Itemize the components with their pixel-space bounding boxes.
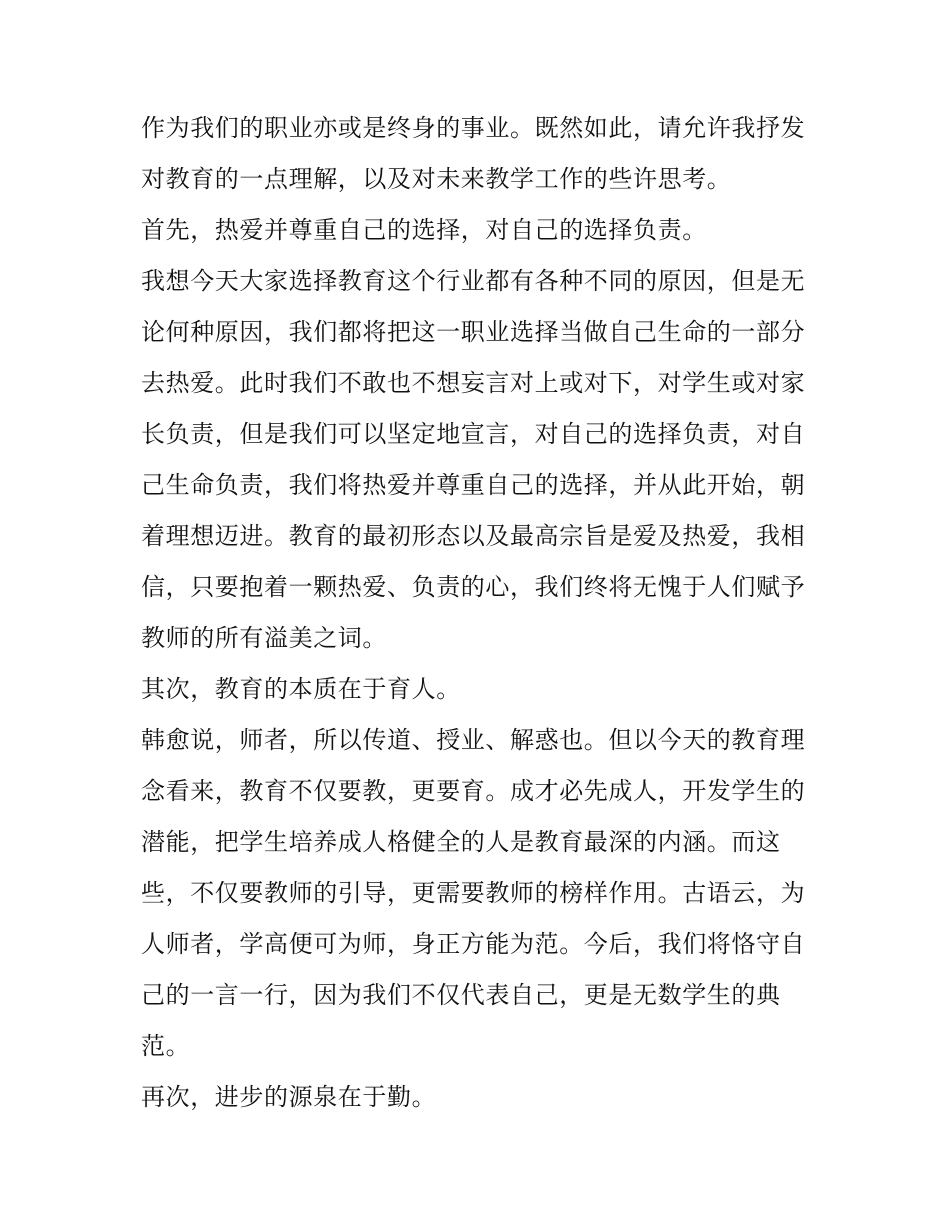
document-body xyxy=(141,103,821,1123)
text-line: 信，只要抱着一颗热爱、负责的心，我们终将无愧于人们赋予 xyxy=(141,573,806,601)
text-line: 念看来，教育不仅要教，更要育。成才必先成人，开发学生的 xyxy=(141,777,806,805)
text-line: 己生命负责，我们将热爱并尊重自己的选择，并从此开始，朝 xyxy=(141,471,806,499)
text-line: 些，不仅要教师的引导，更需要教师的榜样作用。古语云，为 xyxy=(141,879,806,907)
text-line: 我想今天大家选择教育这个行业都有各种不同的原因，但是无 xyxy=(141,267,806,295)
text-line: 潜能，把学生培养成人格健全的人是教育最深的内涵。而这 xyxy=(141,828,781,856)
text-line: 对教育的一点理解，以及对未来教学工作的些许思考。 xyxy=(141,165,732,193)
text-line: 范。 xyxy=(141,1032,191,1060)
text-line: 长负责，但是我们可以坚定地宣言，对自己的选择负责，对自 xyxy=(141,420,806,448)
text-line: 己的一言一行，因为我们不仅代表自己，更是无数学生的典 xyxy=(141,981,781,1009)
section-heading: 首先，热爱并尊重自己的选择，对自己的选择负责。 xyxy=(141,216,707,244)
text-line: 作为我们的职业亦或是终身的事业。既然如此，请允许我抒发 xyxy=(141,114,806,142)
text-line: 着理想迈进。教育的最初形态以及最高宗旨是爱及热爱，我相 xyxy=(141,522,806,550)
text-line: 教师的所有溢美之词。 xyxy=(141,624,387,652)
text-line: 论何种原因，我们都将把这一职业选择当做自己生命的一部分 xyxy=(141,318,806,346)
text-line: 去热爱。此时我们不敢也不想妄言对上或对下，对学生或对家 xyxy=(141,369,806,397)
section-heading: 其次，教育的本质在于育人。 xyxy=(141,675,461,703)
text-line: 韩愈说，师者，所以传道、授业、解惑也。但以今天的教育理 xyxy=(141,726,806,754)
text-line: 人师者，学高便可为师，身正方能为范。今后，我们将恪守自 xyxy=(141,930,806,958)
section-heading: 再次，进步的源泉在于勤。 xyxy=(141,1083,437,1111)
